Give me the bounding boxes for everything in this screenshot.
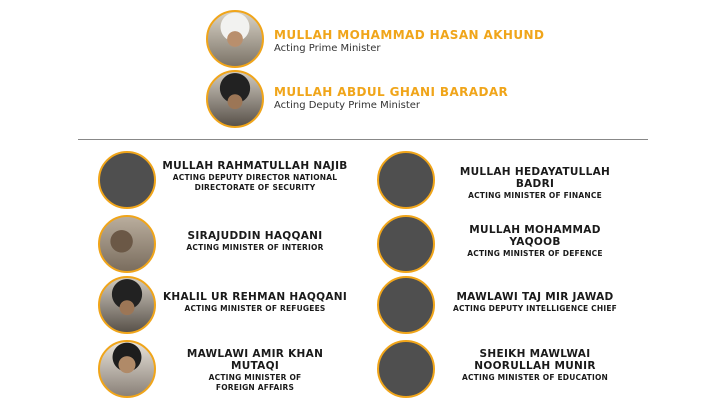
- cabinet-member-card: [440, 166, 630, 201]
- cabinet-photo-placeholder: [98, 151, 156, 209]
- member-name: MULLAH RAHMATULLAH NAJIB: [162, 160, 348, 172]
- section-divider: [78, 139, 648, 140]
- cabinet-photo-khalil: [98, 276, 156, 334]
- member-name: MULLAH HEDAYATULLAH BADRI: [459, 166, 611, 190]
- leader-title: Acting Prime Minister: [274, 43, 381, 54]
- member-title: ACTING DEPUTY INTELLIGENCE CHIEF: [452, 304, 618, 313]
- cabinet-member-card: [160, 230, 350, 253]
- cabinet-member-card: [440, 348, 630, 383]
- member-name: NOORULLAH MUNIR: [474, 360, 596, 372]
- cabinet-photo-mutaqi: [98, 340, 156, 398]
- member-title: DIRECTORATE OF SECURITY: [194, 183, 316, 192]
- cabinet-member-card: [440, 291, 630, 314]
- cabinet-member-card: [160, 160, 350, 193]
- member-title: ACTING MINISTER OF INTERIOR: [186, 243, 324, 252]
- leader-name: MULLAH MOHAMMAD HASAN AKHUND: [274, 28, 545, 42]
- member-name: SHEIKH MAWLWAI: [479, 348, 591, 360]
- member-name: KHALIL UR REHMAN HAQQANI: [162, 291, 348, 303]
- member-title: ACTING MINISTER OF FINANCE: [468, 191, 602, 200]
- cabinet-photo-sirajuddin: [98, 215, 156, 273]
- leader-photo-ghani-baradar: [206, 70, 264, 128]
- leader-photo-hasan-akhund: [206, 10, 264, 68]
- member-title: ACTING MINISTER OF REFUGEES: [184, 304, 326, 313]
- member-title: ACTING MINISTER OF EDUCATION: [461, 373, 609, 382]
- cabinet-photo-placeholder: [377, 340, 435, 398]
- cabinet-photo-placeholder: [377, 215, 435, 273]
- member-name: YAQOOB: [509, 236, 561, 248]
- member-name: MAWLAWI TAJ MIR JAWAD: [456, 291, 614, 303]
- cabinet-photo-placeholder: [377, 151, 435, 209]
- member-title: ACTING MINISTER OF DEFENCE: [467, 249, 603, 258]
- cabinet-member-card: [440, 224, 630, 259]
- member-name: MULLAH MOHAMMAD: [469, 224, 601, 236]
- member-name: MAWLAWI AMIR KHAN: [186, 348, 324, 360]
- cabinet-member-card: [160, 291, 350, 314]
- member-name: SIRAJUDDIN HAQQANI: [187, 230, 323, 242]
- cabinet-member-card: [160, 348, 350, 393]
- member-title: ACTING DEPUTY DIRECTOR NATIONAL: [172, 173, 338, 182]
- member-name: MUTAQI: [230, 360, 280, 372]
- member-title: FOREIGN AFFAIRS: [215, 383, 295, 392]
- member-title: ACTING MINISTER OF: [208, 373, 302, 382]
- leader-title: Acting Deputy Prime Minister: [274, 100, 421, 111]
- cabinet-photo-placeholder: [377, 276, 435, 334]
- leader-name: MULLAH ABDUL GHANI BARADAR: [274, 85, 509, 99]
